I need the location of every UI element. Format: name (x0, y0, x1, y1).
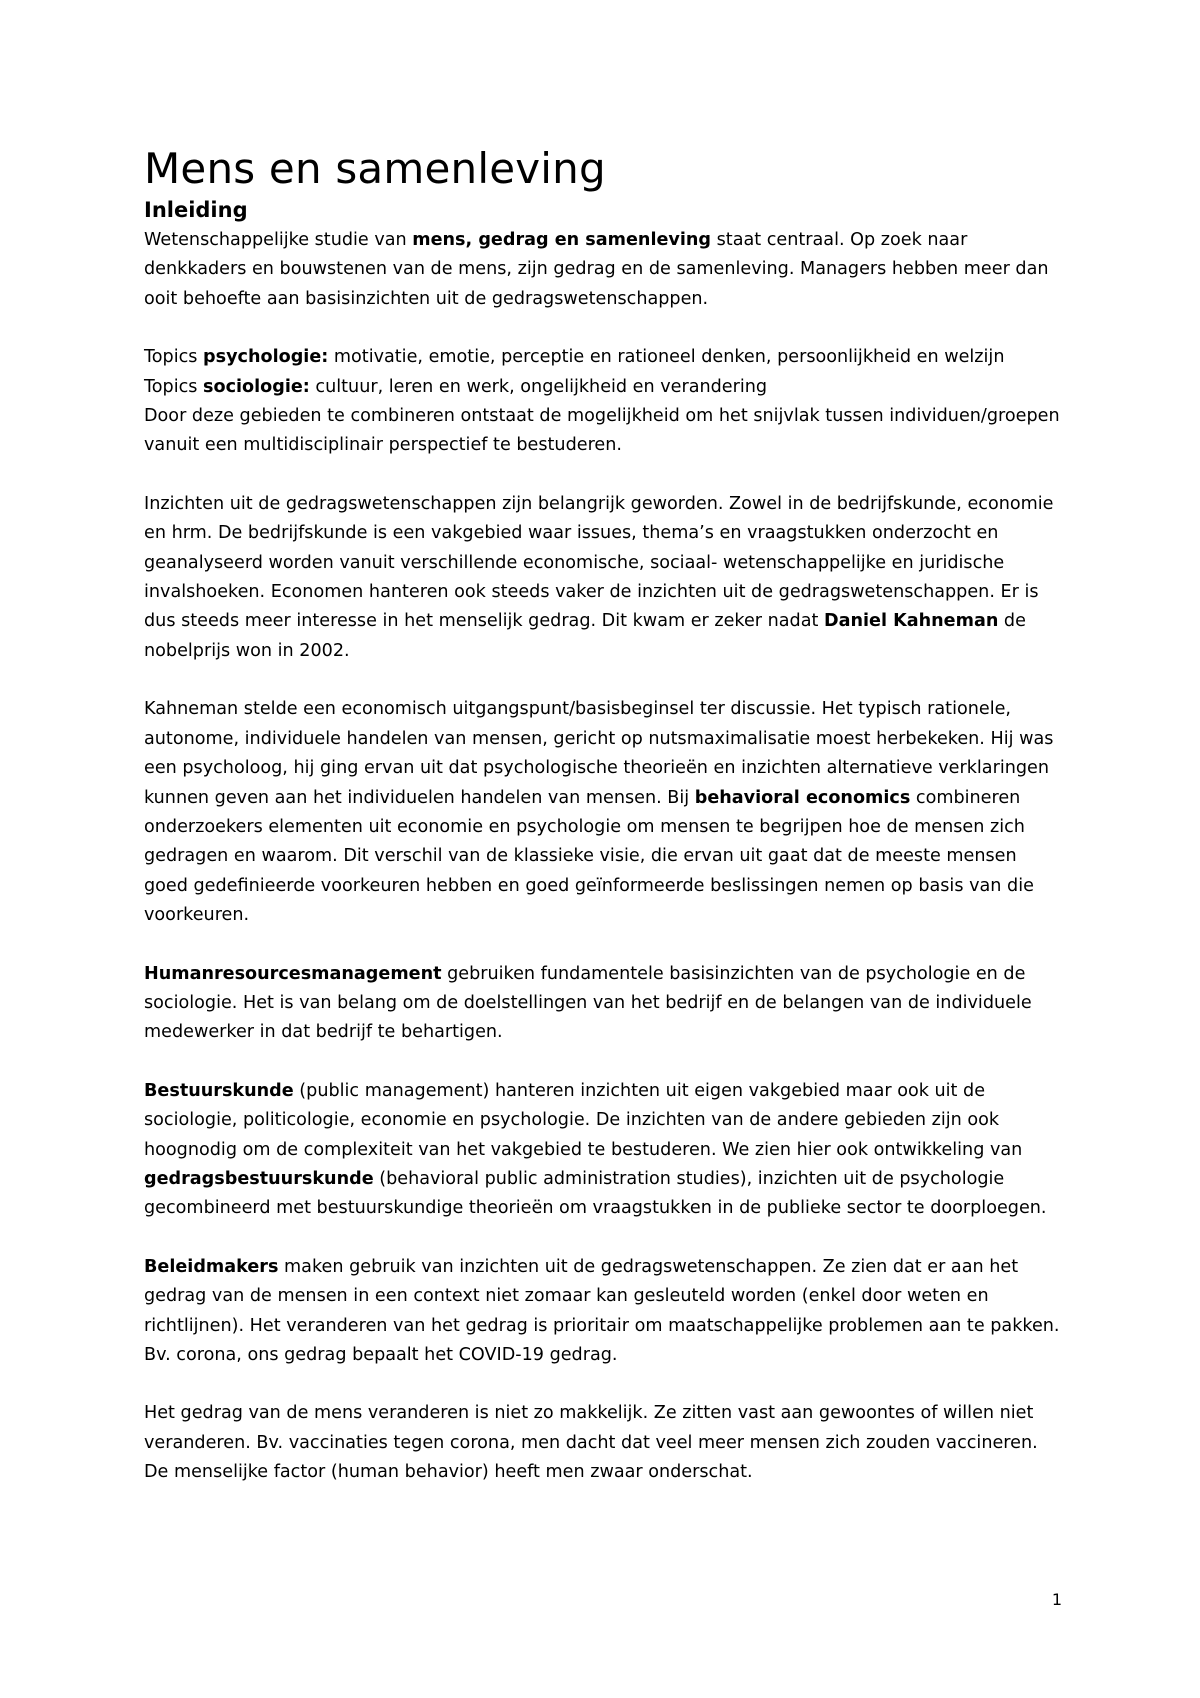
paragraph-topics (144, 343, 1064, 461)
text: Topics (144, 376, 204, 397)
text: Wetenschappelijke studie van (144, 230, 413, 250)
text: Het gedrag van de mens veranderen is niet zo makkelijk. Ze zitten vast aan gewoontes of willen niet veranderen. Bv. vaccinaties tegen corona, men dacht dat veel meer mensen zich zouden vaccineren. De menselijke factor (human behavior) heeft men zwaar onderschat. (144, 1403, 1038, 1483)
page-number: 1 (1051, 1590, 1062, 1609)
paragraph-beleidmakers (144, 1253, 1064, 1371)
paragraph-bestuurskunde (144, 1077, 1064, 1224)
bold-term: Humanresourcesmanagement (144, 963, 442, 984)
text: Inzichten uit de gedragswetenschappen zijn belangrijk geworden. Zowel in de bedrijfskunde, economie en hrm. De bedrijfskunde is een vakgebied waar issues, thema’s en vraagstukken onderzocht en geanalyseerd worden vanuit verschillende economische, sociaal- wetenschappelijke en juridische invalshoeken. Economen hanteren ook steeds vaker de inzichten uit de gedragswetenschappen. Er is dus steeds meer interesse in het menselijk gedrag. Dit kwam er zeker nadat (144, 493, 1054, 632)
bold-term: mens, gedrag en samenleving (412, 230, 712, 250)
text: Kahneman stelde een economisch uitgangspunt/basisbeginsel ter discussie. Het typisch rationele, autonome, individuele handelen van mensen, gericht op nutsmaximalisatie moest herbekeken. Hij was een psycholoog, hij ging ervan uit dat psychologische theorieën en inzichten alternatieve verklaringen kunnen geven aan het individuelen handelen van mensen. Bij (144, 699, 1054, 808)
section-heading-inleiding: Inleiding (144, 198, 248, 222)
text: combineren onderzoekers elementen uit economie en psychologie om mensen te begrijpen hoe de mensen zich gedragen en waarom. Dit verschil van de klassieke visie, die ervan uit gaat dat de meeste mensen goed gedefinieerde voorkeuren hebben en goed geïnformeerde beslissingen nemen op basis van die voorkeuren. (144, 787, 1034, 926)
bold-term: gedragsbestuurskunde (144, 1168, 374, 1189)
bold-term: Bestuurskunde (144, 1080, 294, 1101)
text: motivatie, emotie, perceptie en rationeel denken, persoonlijkheid en welzijn (328, 347, 1005, 368)
bold-term: psychologie: (203, 347, 329, 368)
bold-term: behavioral economics (694, 787, 911, 808)
text: Door deze gebieden te combineren ontstaat de mogelijkheid om het snijvlak tussen individuen/groepen vanuit een multidisciplinair perspectief te bestuderen. (144, 406, 1060, 456)
text: staat centraal. Op zoek naar denkkaders en bouwstenen van de mens, zijn gedrag en de samenleving. Managers hebben meer dan ooit behoefte aan basisinzichten uit de gedragswetenschappen. (144, 230, 1049, 309)
document-page (144, 142, 1064, 1517)
text: (public management) hanteren inzichten uit eigen vakgebied maar ook uit de sociologie, politicologie, economie en psychologie. De inzichten van de andere gebieden zijn ook hoognodig om de complexiteit van het vakgebied te bestuderen. We zien hier ook ontwikkeling van (144, 1080, 1023, 1160)
paragraph-kahneman (144, 695, 1064, 930)
text: gebruiken fundamentele basisinzichten van de psychologie en de sociologie. Het is van belang om de doelstellingen van het bedrijf en de belangen van de individuele medewerker in dat bedrijf te behartigen. (144, 963, 1032, 1043)
page-title: Mens en samenleving (144, 144, 606, 193)
text: Topics (144, 347, 204, 368)
text: de nobelprijs won in 2002. (144, 611, 1026, 661)
text: maken gebruik van inzichten uit de gedragswetenschappen. Ze zien dat er aan het gedrag van de mensen in een context niet zomaar kan gesleuteld worden (enkel door weten en richtlijnen). Het veranderen van het gedrag is prioritair om maatschappelijke problemen aan te pakken. Bv. corona, ons gedrag bepaalt het COVID-19 gedrag. (144, 1256, 1060, 1365)
paragraph-gedragswetenschappen (144, 490, 1064, 666)
paragraph-hrm (144, 960, 1064, 1048)
text: (behavioral public administration studies), inzichten uit de psychologie gecombineerd met bestuurskundige theorieën om vraagstukken in de publieke sector te doorploegen. (144, 1168, 1047, 1219)
bold-term: Beleidmakers (144, 1256, 279, 1277)
bold-term: Daniel Kahneman (824, 611, 999, 632)
bold-term: sociologie: (203, 376, 310, 397)
paragraph-intro (144, 226, 1064, 314)
text: cultuur, leren en werk, ongelijkheid en verandering (309, 376, 768, 397)
paragraph-gedrag-veranderen (144, 1399, 1064, 1487)
